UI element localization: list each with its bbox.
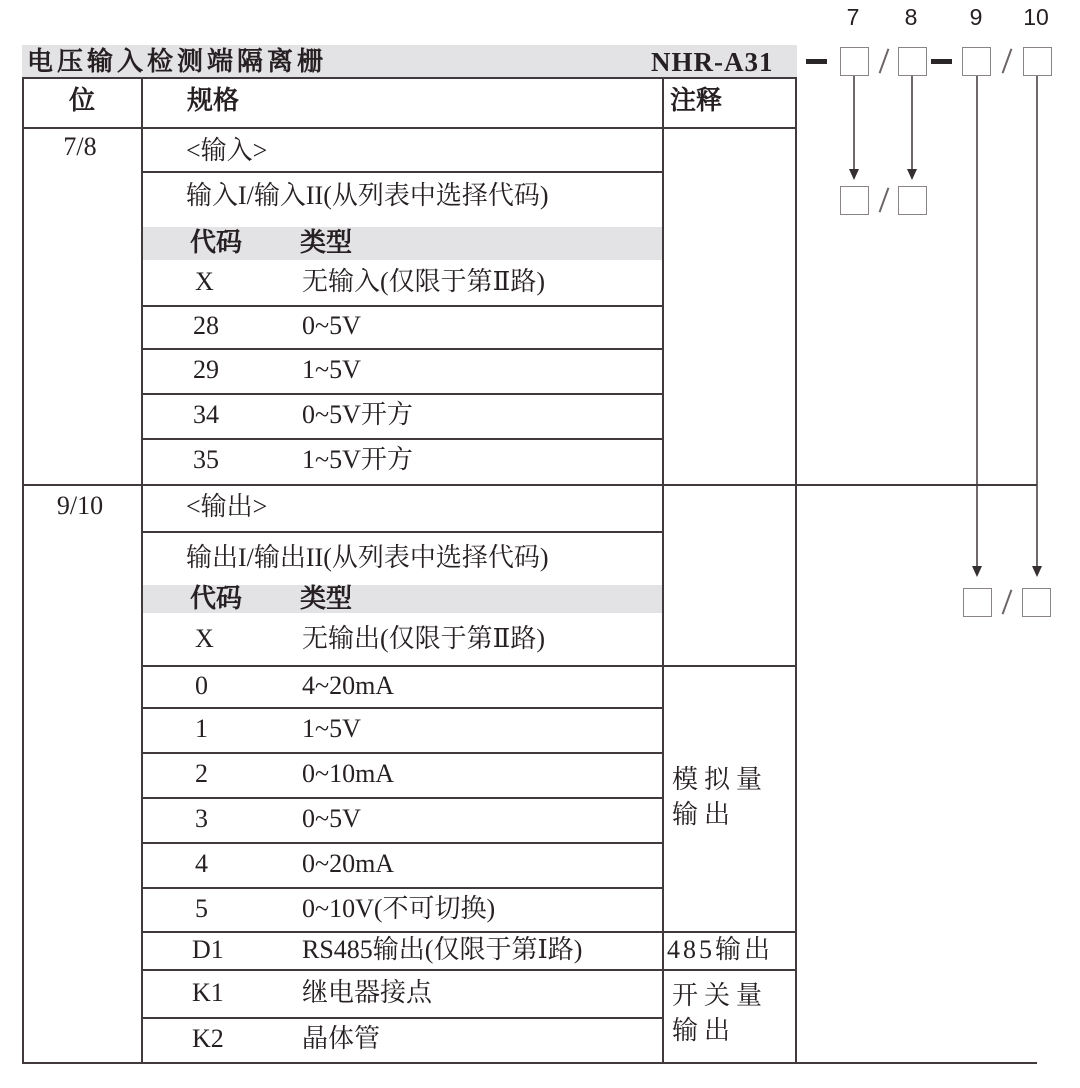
digit-label-7: 7 bbox=[846, 4, 860, 30]
digit-label-9: 9 bbox=[969, 4, 983, 30]
code-cell: 5 bbox=[195, 894, 208, 923]
type-cell: 0~10mA bbox=[302, 759, 395, 788]
arrow-head-7 bbox=[849, 169, 859, 180]
output-instruction: 输出I/输出II(从列表中选择代码) bbox=[186, 543, 549, 572]
input-code-col-header: 代码 bbox=[190, 228, 243, 257]
output-code-box-2 bbox=[1022, 588, 1051, 617]
row-line bbox=[141, 438, 664, 440]
input-code-box-2 bbox=[898, 186, 927, 215]
output-type-col-header: 类型 bbox=[300, 584, 353, 613]
row-line bbox=[141, 931, 797, 933]
row-line bbox=[141, 752, 664, 754]
header-pos: 位 bbox=[68, 86, 95, 115]
code-cell: 4 bbox=[195, 849, 208, 878]
input-pos-label: 7/8 bbox=[63, 132, 97, 161]
slash-separator bbox=[879, 48, 890, 73]
code-cell: 34 bbox=[193, 400, 219, 429]
code-cell: K2 bbox=[192, 1024, 224, 1053]
input-instruction: 输入I/输入II(从列表中选择代码) bbox=[186, 181, 549, 210]
code-cell: 1 bbox=[195, 714, 208, 743]
dash-separator bbox=[931, 59, 952, 64]
row-line bbox=[141, 305, 664, 307]
code-cell: D1 bbox=[192, 935, 224, 964]
type-cell: 0~10V(不可切换) bbox=[302, 894, 496, 923]
dash-separator bbox=[806, 59, 827, 64]
input-type-col-header: 类型 bbox=[300, 228, 353, 257]
note-switch-line2: 输出 bbox=[672, 1016, 737, 1045]
output-code-box-1 bbox=[963, 588, 992, 617]
type-cell: 1~5V bbox=[302, 355, 361, 384]
model-code: NHR-A31 bbox=[651, 47, 774, 77]
slash-separator bbox=[879, 187, 890, 212]
code-cell: 2 bbox=[195, 759, 208, 788]
row-line bbox=[141, 1017, 664, 1019]
header-note: 注释 bbox=[670, 86, 723, 115]
slash-separator bbox=[1002, 589, 1013, 614]
input-code-box-1 bbox=[840, 186, 869, 215]
type-cell: 0~20mA bbox=[302, 849, 395, 878]
note-rs485: 485输出 bbox=[667, 935, 774, 964]
code-cell: X bbox=[195, 267, 214, 296]
order-box-10 bbox=[1023, 47, 1052, 76]
note-analog-line2: 输出 bbox=[672, 800, 737, 829]
table-border-right bbox=[795, 77, 797, 1063]
row-line bbox=[141, 531, 664, 533]
row-line bbox=[141, 348, 664, 350]
table-border-left bbox=[22, 77, 24, 1063]
order-box-9 bbox=[962, 47, 991, 76]
type-cell: 无输出(仅限于第Ⅱ路) bbox=[302, 624, 545, 653]
row-line bbox=[141, 707, 664, 709]
order-box-8 bbox=[898, 47, 927, 76]
table-line-header-bottom bbox=[22, 127, 797, 129]
type-cell: 继电器接点 bbox=[302, 978, 433, 1007]
output-group-label: <输出> bbox=[186, 492, 268, 521]
type-cell: RS485输出(仅限于第Ⅰ路) bbox=[302, 935, 583, 964]
arrow-head-8 bbox=[907, 169, 917, 180]
page-title: 电压输入检测端隔离栅 bbox=[27, 47, 328, 76]
row-line bbox=[141, 665, 797, 667]
code-cell: 0 bbox=[195, 671, 208, 700]
type-cell: 1~5V bbox=[302, 714, 361, 743]
table-border-bottom bbox=[22, 1062, 1037, 1064]
order-box-7 bbox=[840, 47, 869, 76]
col-line-note bbox=[662, 77, 664, 1063]
table-line-title-bottom bbox=[22, 77, 797, 79]
arrow-line-8 bbox=[911, 76, 913, 169]
row-line bbox=[141, 797, 664, 799]
row-line bbox=[141, 887, 664, 889]
arrow-head-9 bbox=[972, 566, 982, 577]
code-cell: 3 bbox=[195, 804, 208, 833]
type-cell: 0~5V bbox=[302, 804, 361, 833]
header-spec: 规格 bbox=[187, 86, 240, 115]
input-group-label: <输入> bbox=[186, 136, 268, 165]
output-code-col-header: 代码 bbox=[190, 584, 243, 613]
code-cell: 29 bbox=[193, 355, 219, 384]
section-divider-line bbox=[22, 484, 1037, 486]
output-pos-label: 9/10 bbox=[56, 491, 104, 520]
code-cell: K1 bbox=[192, 978, 224, 1007]
digit-label-10: 10 bbox=[1023, 4, 1049, 30]
row-line bbox=[141, 171, 664, 173]
arrow-line-7 bbox=[853, 76, 855, 169]
slash-separator bbox=[1002, 48, 1013, 73]
arrow-line-9 bbox=[976, 76, 978, 566]
row-line bbox=[141, 393, 664, 395]
type-cell: 4~20mA bbox=[302, 671, 395, 700]
type-cell: 1~5V开方 bbox=[302, 445, 413, 474]
type-cell: 0~5V开方 bbox=[302, 400, 413, 429]
code-cell: 35 bbox=[193, 445, 219, 474]
col-line-pos bbox=[141, 77, 143, 1063]
type-cell: 晶体管 bbox=[302, 1024, 381, 1053]
note-analog-line1: 模拟量 bbox=[672, 765, 769, 794]
note-switch-line1: 开关量 bbox=[672, 981, 769, 1010]
type-cell: 无输入(仅限于第Ⅱ路) bbox=[302, 267, 545, 296]
row-line bbox=[141, 969, 797, 971]
code-cell: 28 bbox=[193, 311, 219, 340]
arrow-line-10 bbox=[1036, 76, 1038, 566]
code-cell: X bbox=[195, 624, 214, 653]
row-line bbox=[141, 842, 664, 844]
type-cell: 0~5V bbox=[302, 311, 361, 340]
digit-label-8: 8 bbox=[904, 4, 918, 30]
arrow-head-10 bbox=[1032, 566, 1042, 577]
